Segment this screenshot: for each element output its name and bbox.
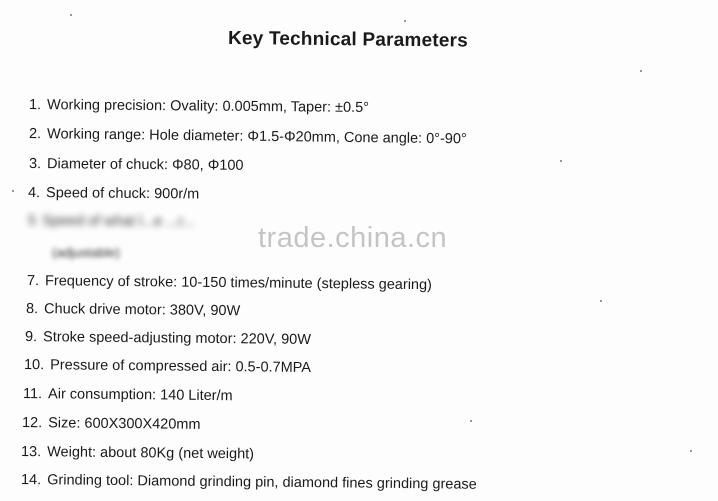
scan-speck [600, 300, 602, 302]
blurred-fragment: (adjustable) [52, 245, 120, 260]
item-text: Diameter of chuck: Φ80, Φ100 [47, 156, 244, 174]
list-item [27, 273, 432, 293]
item-number: 10. [23, 357, 45, 374]
item-text: Weight: about 80Kg (net weight) [47, 444, 255, 463]
list-item [25, 329, 311, 348]
watermark: trade.china.cn [258, 222, 448, 254]
item-number: 11. [22, 386, 43, 403]
scan-speck [560, 160, 562, 162]
scan-speck [640, 70, 642, 72]
list-item [29, 97, 369, 116]
item-number: 7. [26, 273, 40, 290]
item-number: 1. [28, 97, 42, 114]
list-item [26, 301, 240, 319]
item-number: 3. [28, 156, 42, 173]
scan-speck [404, 20, 406, 22]
item-text: Working precision: Ovality: 0.005mm, Taper: ±0.5° [47, 97, 370, 116]
item-text: Pressure of compressed air: 0.5-0.7MPA [50, 357, 312, 377]
item-number: 5 [27, 213, 37, 230]
list-item [23, 386, 233, 404]
list-item [29, 156, 244, 174]
item-text: Working range: Hole diameter: Φ1.5-Φ20mm, Cone angle: 0°-90° [46, 126, 467, 148]
item-text: Grinding tool: Diamond grinding pin, diamond fines grinding grease [47, 472, 477, 493]
scan-speck [690, 450, 692, 452]
item-number: 4. [27, 185, 41, 202]
item-text: Speed of chuck: 900r/m [46, 185, 200, 203]
list-item [22, 415, 201, 433]
scan-speck [12, 190, 14, 192]
list-item [29, 126, 467, 147]
item-text: Stroke speed-adjusting motor: 220V, 90W [43, 329, 312, 348]
document-title: Key Technical Parameters [227, 28, 469, 52]
item-number: 14. [20, 472, 42, 489]
item-text: Chuck drive motor: 380V, 90W [44, 301, 241, 320]
item-number: 2. [28, 126, 42, 143]
list-item-blurred [28, 213, 195, 230]
item-number: 13. [20, 444, 42, 461]
scan-speck [470, 420, 472, 422]
item-number: 12. [21, 415, 43, 432]
list-item [24, 357, 311, 376]
list-item [21, 444, 254, 462]
list-item [28, 185, 199, 202]
item-number: 9. [24, 329, 38, 346]
item-number: 8. [25, 301, 39, 318]
list-item [21, 472, 477, 493]
item-text: Size: 600X300X420mm [48, 415, 201, 433]
scan-speck [70, 14, 72, 16]
item-text: Speed of what l...e ...r... [42, 213, 195, 231]
item-text: Air consumption: 140 Liter/m [48, 386, 233, 405]
item-text: Frequency of stroke: 10-150 times/minute (stepless gearing) [45, 273, 433, 294]
